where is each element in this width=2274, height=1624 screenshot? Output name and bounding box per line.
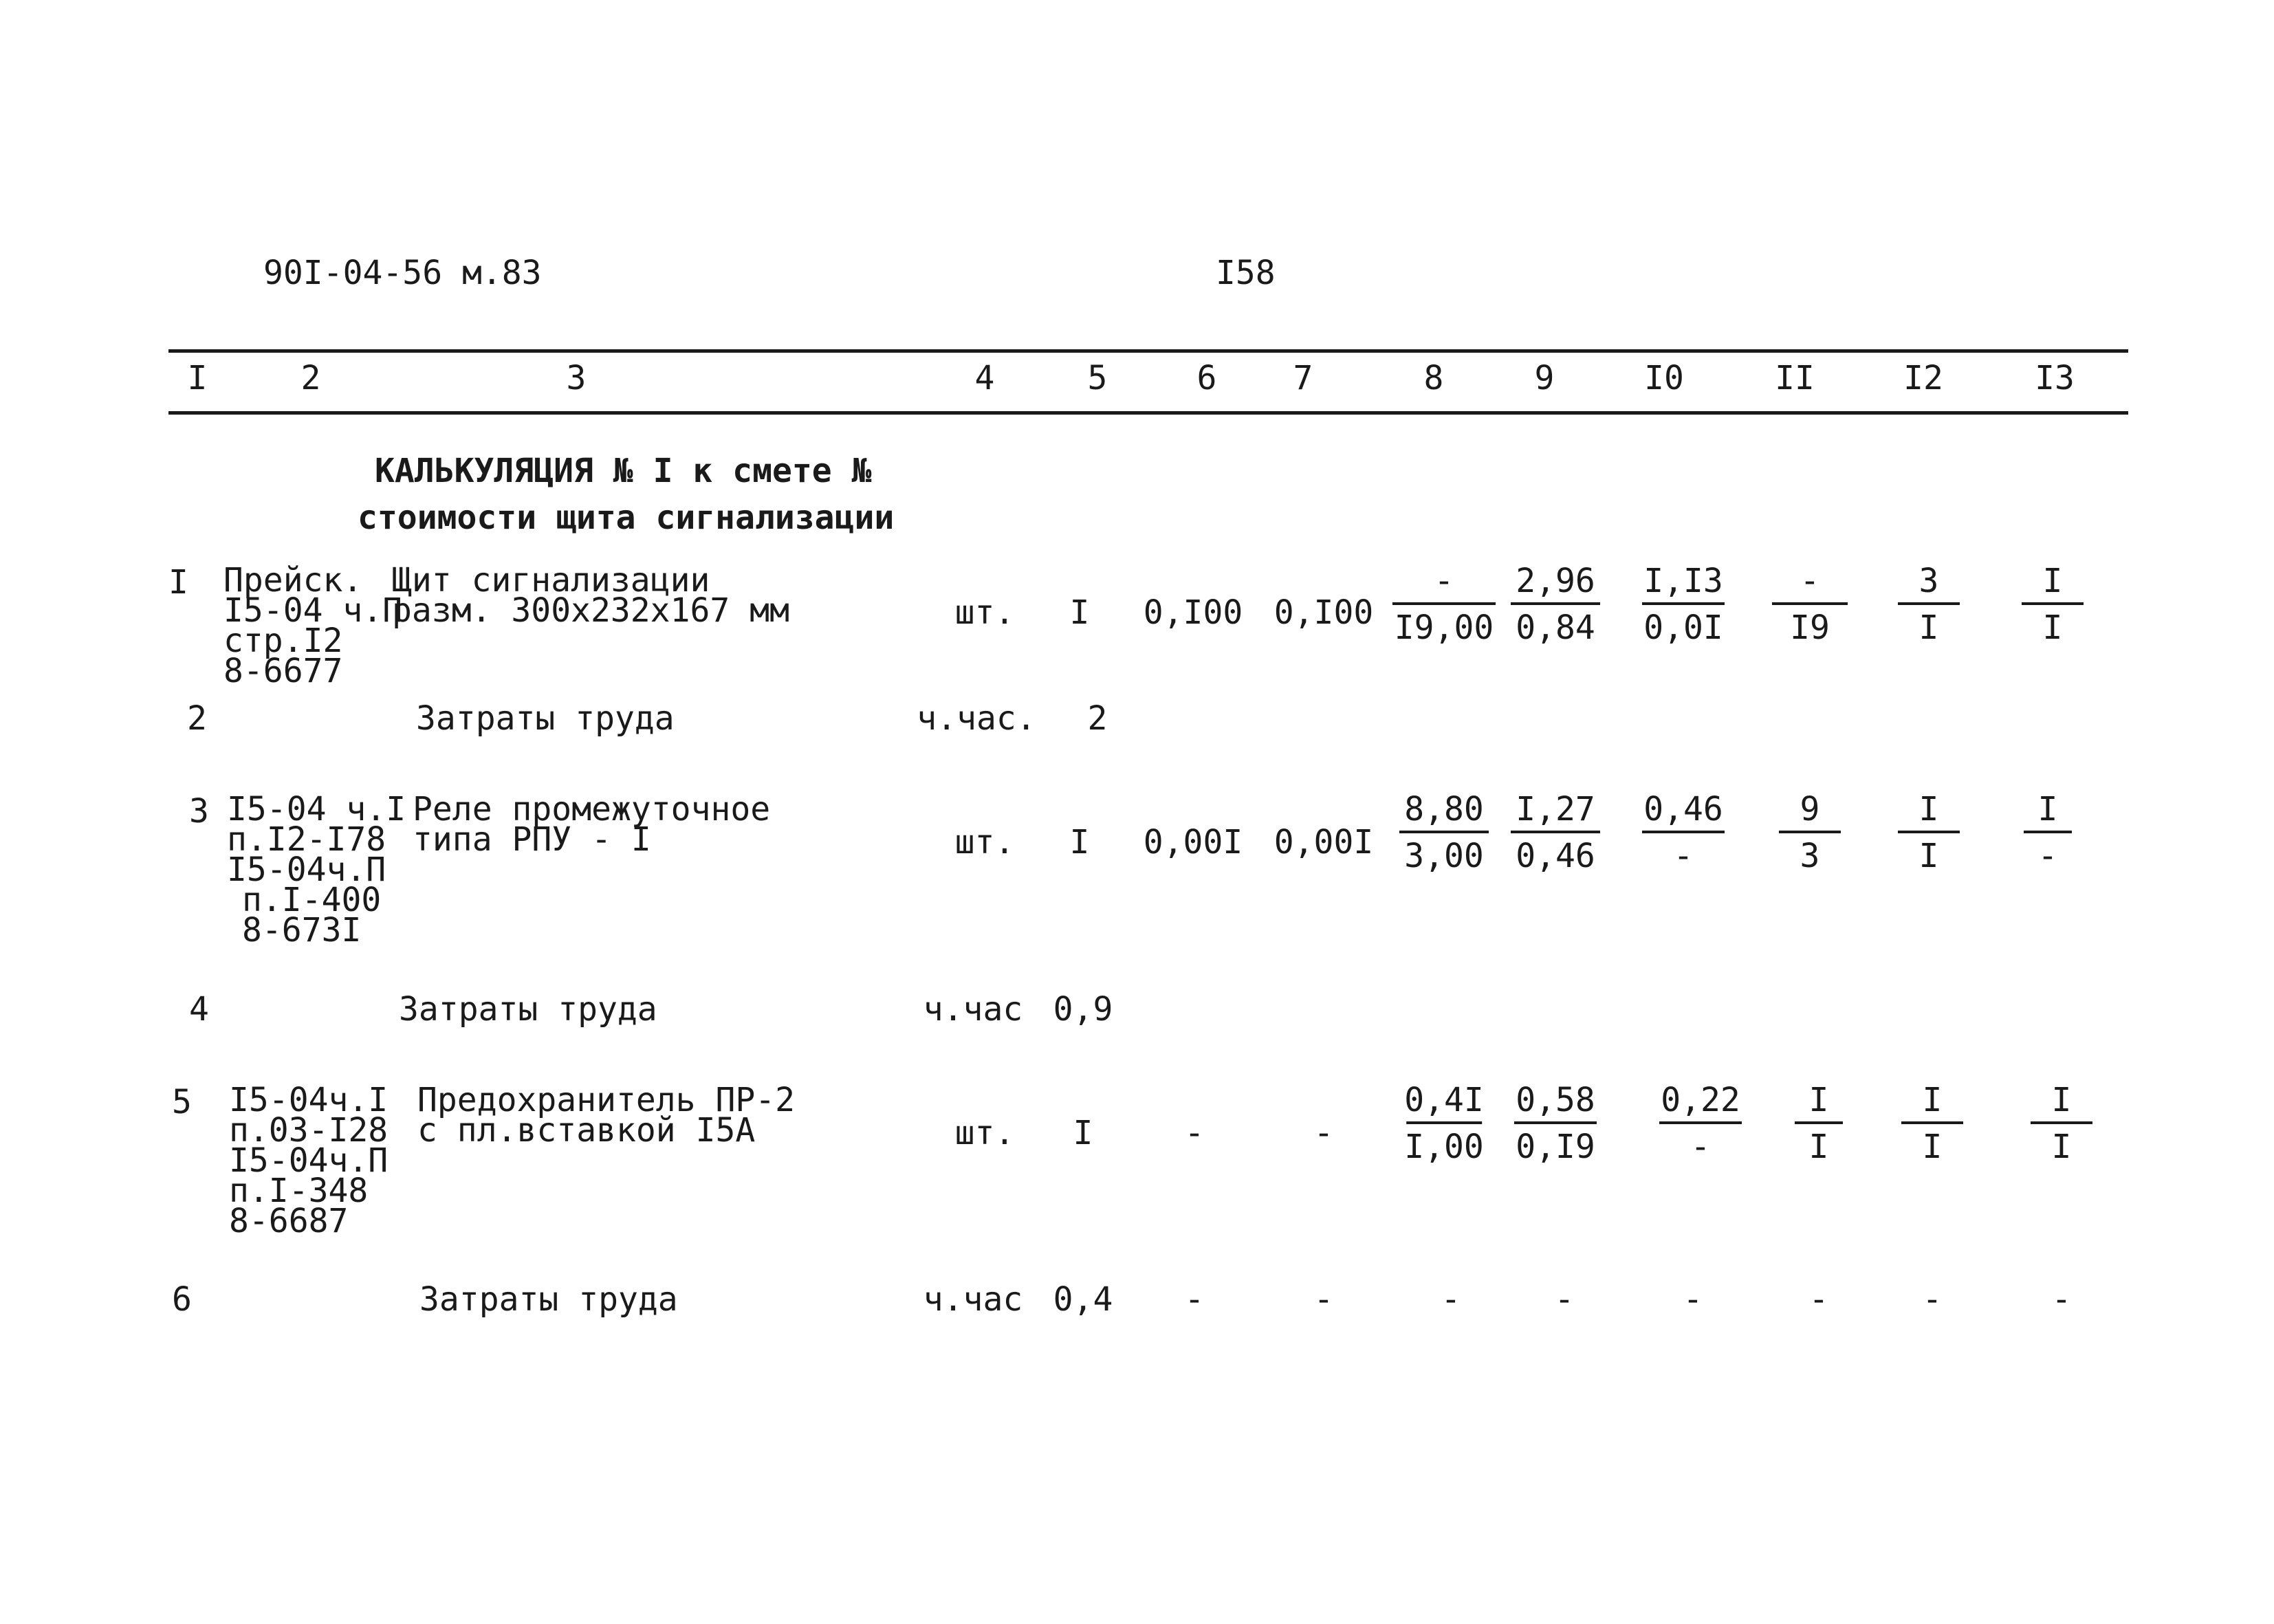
fraction-cell: 9 3 (1779, 792, 1841, 873)
column-header: 7 (1293, 359, 1313, 397)
column-header: 4 (974, 359, 995, 397)
col6-value: - (1184, 1114, 1205, 1152)
fraction-cell: I - (2024, 792, 2072, 873)
col8-value: - (1441, 1280, 1461, 1319)
fraction-cell: 0,22 - (1659, 1083, 1742, 1164)
fraction-cell: - I9 (1772, 564, 1848, 645)
calculation-title: КАЛЬКУЛЯЦИЯ № I к смете № (375, 452, 872, 490)
column-header: 6 (1196, 359, 1217, 397)
column-header: I0 (1644, 359, 1684, 397)
unit: ч.час (923, 1280, 1023, 1319)
fraction-cell: I I (2022, 564, 2084, 645)
fraction-cell: 0,46 - (1642, 792, 1725, 873)
fraction-cell: I I (1795, 1083, 1843, 1164)
col13-value: - (2051, 1280, 2072, 1319)
fraction-cell: I I (1901, 1083, 1963, 1164)
col6-value: 0,I00 (1143, 593, 1243, 632)
column-header: 5 (1087, 359, 1108, 397)
column-header: I2 (1903, 359, 1943, 397)
fraction-cell: I,27 0,46 (1511, 792, 1600, 873)
column-header: I3 (2035, 359, 2075, 397)
item-name: Затраты труда (419, 1280, 678, 1319)
row-number: 4 (189, 990, 209, 1029)
quantity: 0,9 (1053, 990, 1113, 1029)
row-number: I (168, 563, 188, 602)
column-header: 9 (1534, 359, 1555, 397)
row-number: 6 (172, 1280, 192, 1319)
row-number: 5 (172, 1083, 192, 1121)
item-name: Реле промежуточное типа РПУ - I (413, 790, 771, 859)
column-header: 3 (566, 359, 587, 397)
column-header: 2 (300, 359, 321, 397)
item-name: Предохранитель ПР-2 с пл.вставкой I5А (417, 1081, 796, 1150)
unit: ч.час (923, 990, 1023, 1029)
quantity: I (1069, 593, 1090, 632)
fraction-cell: I I (2031, 1083, 2092, 1164)
fraction-cell: I,I3 0,0I (1642, 564, 1725, 645)
item-name: Затраты труда (399, 990, 657, 1029)
unit: ч.час. (917, 699, 1036, 738)
fraction-cell: 3 I (1898, 564, 1960, 645)
fraction-cell: 0,4I I,00 (1404, 1081, 1484, 1166)
item-name: Щит сигнализации разм. 300х232х167 мм (392, 561, 789, 630)
column-header: I (187, 359, 208, 397)
column-header: 8 (1423, 359, 1444, 397)
quantity: 2 (1087, 699, 1108, 738)
page-number: I58 (1216, 254, 1276, 292)
price-reference: I5-04ч.I п.03-I28 I5-04ч.П п.I-348 8-6687 (229, 1081, 389, 1240)
table-header-rule (168, 411, 2128, 415)
col11-value: - (1808, 1280, 1829, 1319)
col6-value: - (1184, 1280, 1205, 1319)
row-number: 2 (187, 699, 207, 738)
col7-value: 0,00I (1273, 823, 1374, 862)
price-reference: I5-04 ч.I п.I2-I78 I5-04ч.П п.I-400 8-673I (227, 790, 406, 950)
row-number: 3 (189, 792, 209, 831)
price-reference: Прейск. I5-04 ч.П стр.I2 8-6677 (223, 561, 403, 690)
table-top-rule (168, 349, 2128, 353)
col6-value: 0,00I (1143, 823, 1243, 862)
col7-value: - (1313, 1280, 1334, 1319)
unit: шт. (954, 823, 1015, 862)
fraction-cell: 0,58 0,I9 (1514, 1083, 1597, 1164)
quantity: I (1073, 1114, 1093, 1152)
fraction-cell: - I9,00 (1392, 564, 1496, 645)
document-code: 90I-04-56 м.83 (263, 254, 542, 292)
item-name: Затраты труда (416, 699, 675, 738)
unit: шт. (954, 1114, 1015, 1152)
quantity: 0,4 (1053, 1280, 1113, 1319)
fraction-cell: 8,80 3,00 (1399, 792, 1489, 873)
col12-value: - (1922, 1280, 1943, 1319)
column-header: II (1775, 359, 1815, 397)
col10-value: - (1683, 1280, 1703, 1319)
fraction-cell: I I (1898, 792, 1960, 873)
col9-value: - (1554, 1280, 1575, 1319)
unit: шт. (954, 593, 1015, 632)
col7-value: - (1313, 1114, 1334, 1152)
fraction-cell: 2,96 0,84 (1511, 564, 1600, 645)
calculation-subtitle: стоимости щита сигнализации (358, 498, 895, 537)
quantity: I (1069, 823, 1090, 862)
col7-value: 0,I00 (1273, 593, 1374, 632)
